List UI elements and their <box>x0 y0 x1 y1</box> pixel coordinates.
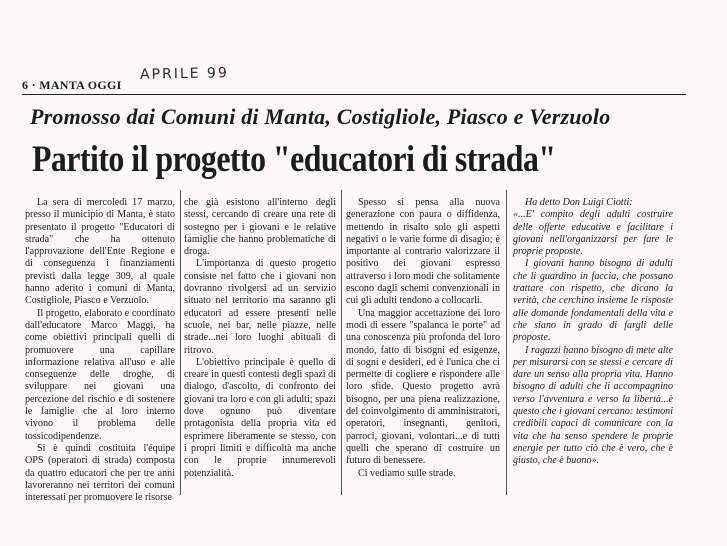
quote-attribution: Ha detto Don Luigi Ciotti: <box>525 197 633 208</box>
quote-column <box>513 197 673 468</box>
quote-paragraph: «...E' compito degli adulti costruire delle offerte educative e facilitare i giovani nell'organizzarsi per fare le proprie proposte. <box>513 209 673 258</box>
article-column-1 <box>25 197 175 504</box>
page-header: 6 · MANTA OGGI <box>22 78 122 92</box>
paragraph: Il progetto, elaborato e coordinato dall'educatore Marco Maggi, ha come obiettivi principali quelli di promuovere una capillare informazione relativa all'uso e alle conseguenze delle droghe, di sviluppare nei giovani una percezione del rischio e di sostenere le famiglie che al loro interno vivono il problema delle tossicodipendenze. <box>25 307 175 442</box>
column-divider <box>506 190 507 495</box>
paragraph: che già esistono all'interno degli stessi, cercando di creare una rete di sostegno per i giovani e le relative famiglie che hanno problematiche di droga. <box>184 197 336 258</box>
paragraph: L'obiettivo principale è quello di creare in questi contesti degli spazi di dialogo, d'ascolto, di confronto dei giovani tra loro e con gli adulti; spazi dove ognuno può diventare protagonista della propria vita ed esprimere liberamente se stesso, con i propri limiti e difficoltà ma anche con le proprie innumerevoli potenzialità. <box>184 356 336 479</box>
column-divider <box>341 190 342 495</box>
article-subtitle: Promosso dai Comuni di Manta, Costigliole, Piasco e Verzuolo <box>30 104 611 129</box>
paragraph: Si è quindi costituita l'équipe OPS (operatori di strada) composta da quattro educatori che per tre anni lavoreranno nei territori dei comuni interessati per promuovere le risorse <box>25 442 175 504</box>
handwritten-date: APRILE 99 <box>139 65 229 83</box>
article-column-2 <box>184 197 336 480</box>
header-rule <box>22 94 686 95</box>
quote-paragraph: I giovani hanno bisogno di adulti che li guardino in faccia, che possano trattare con rispetto, che dicano la verità, che cerchino insieme le risposte alle domande fondamentali della vita e che siano in grado di fargli delle proposte. <box>513 258 673 344</box>
paragraph: Ci vediamo sulle strade. <box>358 467 456 479</box>
article-headline: Partito il progetto "educatori di strada" <box>32 139 556 180</box>
column-divider <box>180 190 181 495</box>
article-column-3 <box>346 197 500 480</box>
paragraph: L'importanza di questo progetto consiste nel fatto che i giovani non dovranno rivolgersi ad un servizio situato nel territorio ma saranno gli educatori ad essere presenti nelle scuole, nei bar, nelle piazze, nelle strade...nei loro luoghi abituali di ritrovo. <box>184 258 336 356</box>
paragraph: La sera di mercoledì 17 marzo, presso il municipio di Manta, è stato presentato il progetto "Educatori di strada" che ha ottenuto l'approvazione dell'Ente Regione e di conseguenza i finanziamenti previsti dalla legge 309, al quale hanno aderito i comuni di Manta, Costigliole, Piasco e Verzuolo. <box>25 197 175 307</box>
quote-paragraph: I ragazzi hanno bisogno di mete alte per misurarsi con se stessi e cercare di dare un senso alla propria vita. Hanno bisogno di adulti che li accompagnino verso l'avventura e verso la libertà...è questo che i giovani cercano: testimoni credibili capaci di comunicare con la vita che ha senso spendere le proprie energie per tutto ciò che è vero, che è giusto, che è buono». <box>513 344 673 467</box>
paragraph: Una maggior accettazione dei loro modi di essere "spalanca le porte" ad una conoscenza più profonda del loro mondo, fatto di bisogni ed esigenze, di sogni e desideri, ed è l'unica che ci permette di cogliere e rispondere alle loro sfide. Questo progetto avrà bisogno, per una piena realizzazione, del coinvolgimento di amministratori, operatori, insegnanti, genitori, parroci, giovani, volontari...e di tutti quelli che sperano di costruire un futuro di benessere. <box>346 307 500 467</box>
paragraph: Spesso si pensa alla nuova generazione con paura o diffidenza, mettendo in risalto solo gli aspetti negativi o le varie forme di disagio; è importante al contrario valorizzare il positivo dei giovani espresso attraverso i loro modi che solitamente escono dagli schemi convenzionali in cui gli adulti tendono a collocarli. <box>346 197 500 307</box>
